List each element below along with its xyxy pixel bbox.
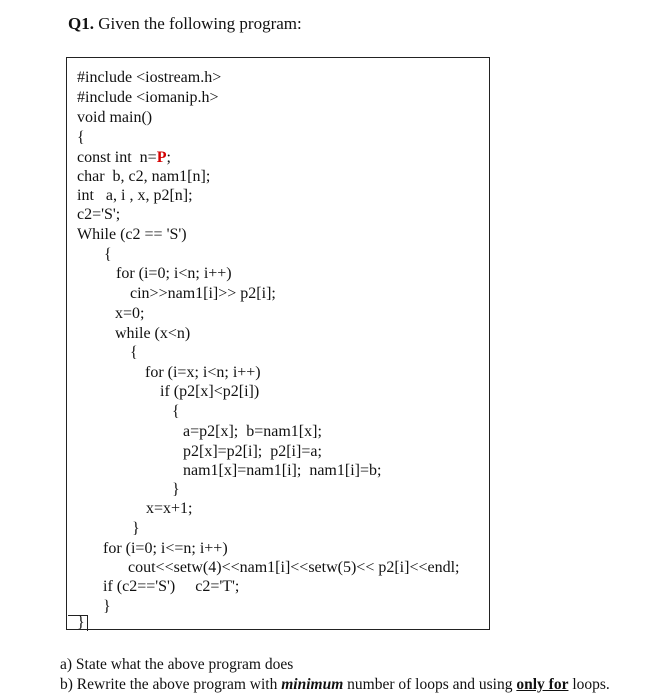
code-line: x=0; — [115, 305, 145, 322]
task-b-middle: number of loops and using — [343, 676, 517, 693]
task-b — [60, 676, 610, 694]
code-line: cin>>nam1[i]>> p2[i]; — [130, 285, 276, 302]
code-line: for (i=0; i<n; i++) — [116, 265, 232, 282]
task-b-minimum: minimum — [281, 676, 344, 693]
code-line: char b, c2, nam1[n]; — [77, 168, 211, 185]
code-line: { — [104, 246, 112, 263]
const-decl: const int n= — [77, 149, 157, 166]
code-line: int a, i , x, p2[n]; — [77, 187, 193, 204]
task-b-only-for: only for — [516, 676, 569, 693]
code-line: nam1[x]=nam1[i]; nam1[i]=b; — [183, 462, 382, 479]
code-line: } — [77, 614, 85, 631]
code-line: #include <iostream.h> — [77, 69, 222, 86]
code-line: c2='S'; — [77, 206, 121, 223]
code-line: while (x<n) — [115, 325, 191, 342]
code-line: a=p2[x]; b=nam1[x]; — [183, 423, 322, 440]
question-text: Given the following program: — [98, 14, 302, 33]
code-line: { — [172, 403, 180, 420]
code-line: While (c2 == 'S') — [77, 226, 187, 243]
semicolon: ; — [166, 149, 171, 166]
code-line: } — [103, 598, 111, 615]
code-line: if (p2[x]<p2[i]) — [160, 383, 260, 400]
code-line: for (i=0; i<=n; i++) — [103, 540, 228, 557]
code-line: x=x+1; — [146, 500, 193, 517]
task-b-end: loops. — [568, 676, 610, 693]
code-line: { — [77, 129, 85, 146]
task-a: a) State what the above program does — [60, 656, 294, 673]
code-line: cout<<setw(4)<<nam1[i]<<setw(5)<< p2[i]<<endl; — [128, 559, 460, 576]
code-line: } — [172, 481, 180, 498]
code-line: #include <iomanip.h> — [77, 89, 219, 106]
code-line: if (c2=='S') c2='T'; — [103, 578, 240, 595]
code-line: for (i=x; i<n; i++) — [145, 364, 261, 381]
code-line: } — [132, 520, 140, 537]
question-number: Q1. — [68, 14, 94, 33]
code-line: { — [130, 344, 138, 361]
code-line: void main() — [77, 109, 153, 126]
placeholder-p: P — [156, 149, 167, 166]
question-title — [68, 14, 302, 34]
code-line-const — [77, 149, 171, 167]
task-b-prefix: b) Rewrite the above program with — [60, 676, 282, 693]
code-line: p2[x]=p2[i]; p2[i]=a; — [183, 443, 322, 460]
